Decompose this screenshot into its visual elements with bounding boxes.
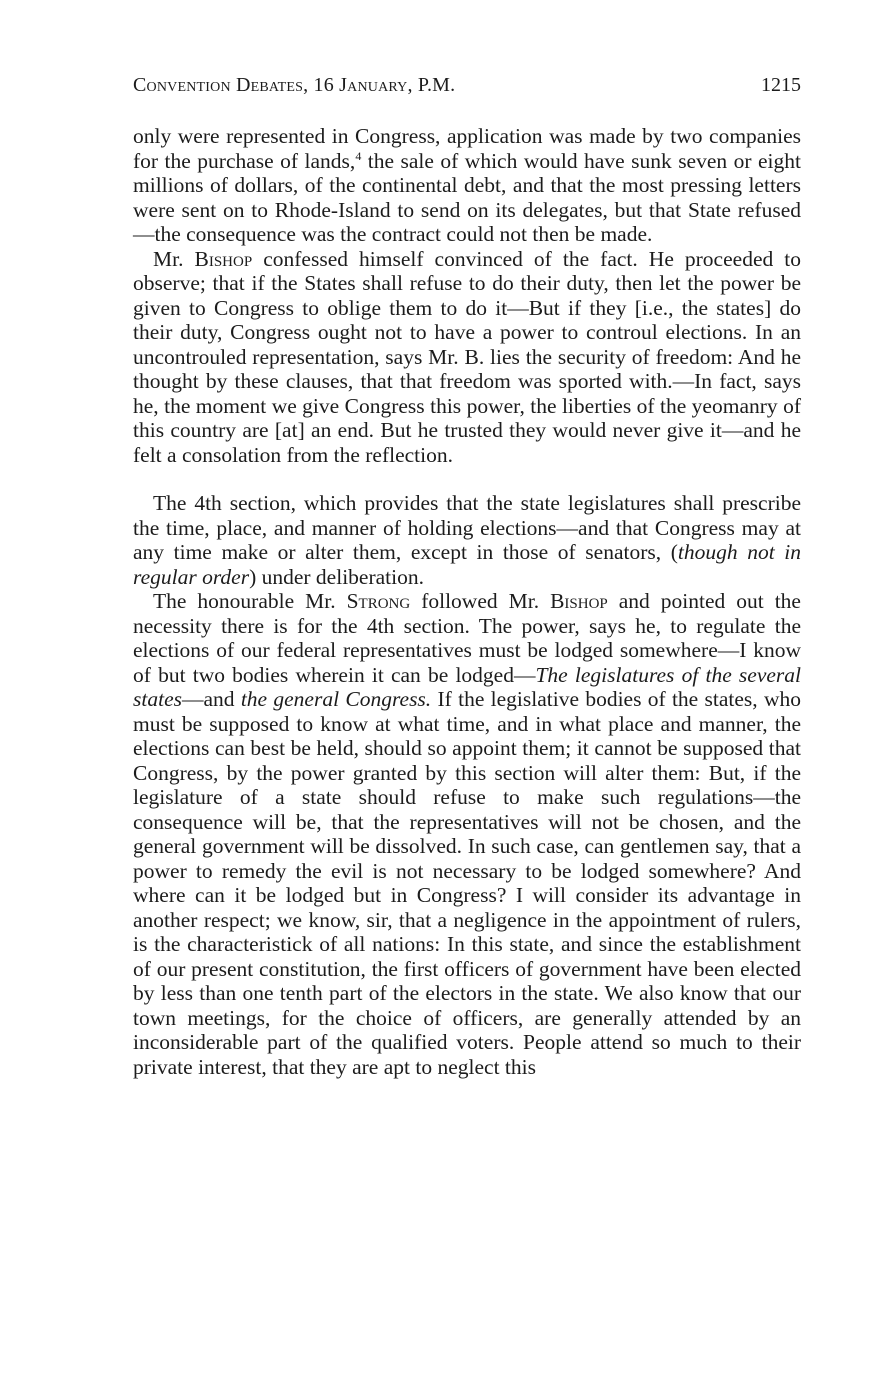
speaker-name: Bishop <box>194 246 253 271</box>
text-run: If the legislative bodies of the states, who must be supposed to know at what time, and in what place and manner, the elections can best be held, should so appoint them; it cannot be supposed that Congress, by the power granted by this section will alter them: But, if the legislature of a state should refuse to make such regulations—the consequence will be, that the representatives will not be chosen, and the general government will be dissolved. In such case, can gentlemen say, that a power to remedy the evil is not necessary to be lodged somewhere? And where can it be lodged but in Congress? I will consider its advantage in another respect; we know, sir, that a negligence in the appointment of rulers, is the characteristick of all nations: In this state, and since the establishment of our present constitution, the first officers of government have been elected by less than one tenth part of the electors in the state. We also know that our town meetings, for the choice of officers, are generally attended by an inconsiderable part of the qualified voters. People attend so much to their private interest, that they are apt to neglect this <box>133 687 801 1079</box>
paragraph-strong <box>133 589 801 1079</box>
text-run: only were represented in Congress, application was made by two companies for the purchase of lands, <box>133 124 801 173</box>
text-run: confessed himself convinced of the fact. He proceeded to observe; that if the States shall refuse to do their duty, then let the power be given to Congress to oblige them to do it—But if they [i.e., the states] do their duty, Congress ought not to have a power to controul elections. In an uncontrouled representation, says Mr. B. lies the security of freedom: And he thought by these clauses, that that freedom was sported with.—In fact, says he, the moment we give Congress this power, the liberties of the yeomanry of this country are [at] an end. But he trusted they would never give it—and he felt a consolation from the reflection. <box>133 246 801 467</box>
speaker-name: Bishop <box>550 589 608 613</box>
paragraph-continuation <box>133 124 801 247</box>
page-number: 1215 <box>761 74 801 96</box>
body-text <box>133 124 801 1079</box>
text-run: followed Mr. <box>410 589 551 613</box>
running-head: Convention Debates, 16 January, P.M. <box>133 74 456 96</box>
italic-run: though not in regular order <box>133 540 801 589</box>
text-run: ) under deliberation. <box>249 564 424 589</box>
text-run: The honourable Mr. <box>153 589 347 613</box>
text-run: Mr. <box>153 246 195 271</box>
italic-run: The legislatures of the several states <box>133 662 802 711</box>
text-run: and pointed out the necessity there is for the 4th section. The power, says he, to regulate the elections of our federal representatives must be lodged somewhere—I know of but two bodies wherein it can be lodged— <box>133 589 801 687</box>
paragraph-section-4 <box>133 491 801 589</box>
italic-run: the general Congress. <box>240 687 432 711</box>
paragraph-bishop <box>133 247 801 468</box>
speaker-name: Strong <box>346 589 411 613</box>
text-run: The 4th section, which provides that the state legislatures shall prescribe the time, place, and manner of holding elections—and that Congress may at any time make or alter them, except in those of senators, ( <box>133 491 801 564</box>
text-run: —and <box>181 687 241 711</box>
text-run: the sale of which would have sunk seven or eight millions of dollars, of the continental debt, and that the most pressing letters were sent on to Rhode-Island to send on its delegates, but that State refused—the consequence was the contract could not then be made. <box>133 148 801 246</box>
footnote-marker: 4 <box>355 148 362 163</box>
page-header <box>133 74 801 97</box>
